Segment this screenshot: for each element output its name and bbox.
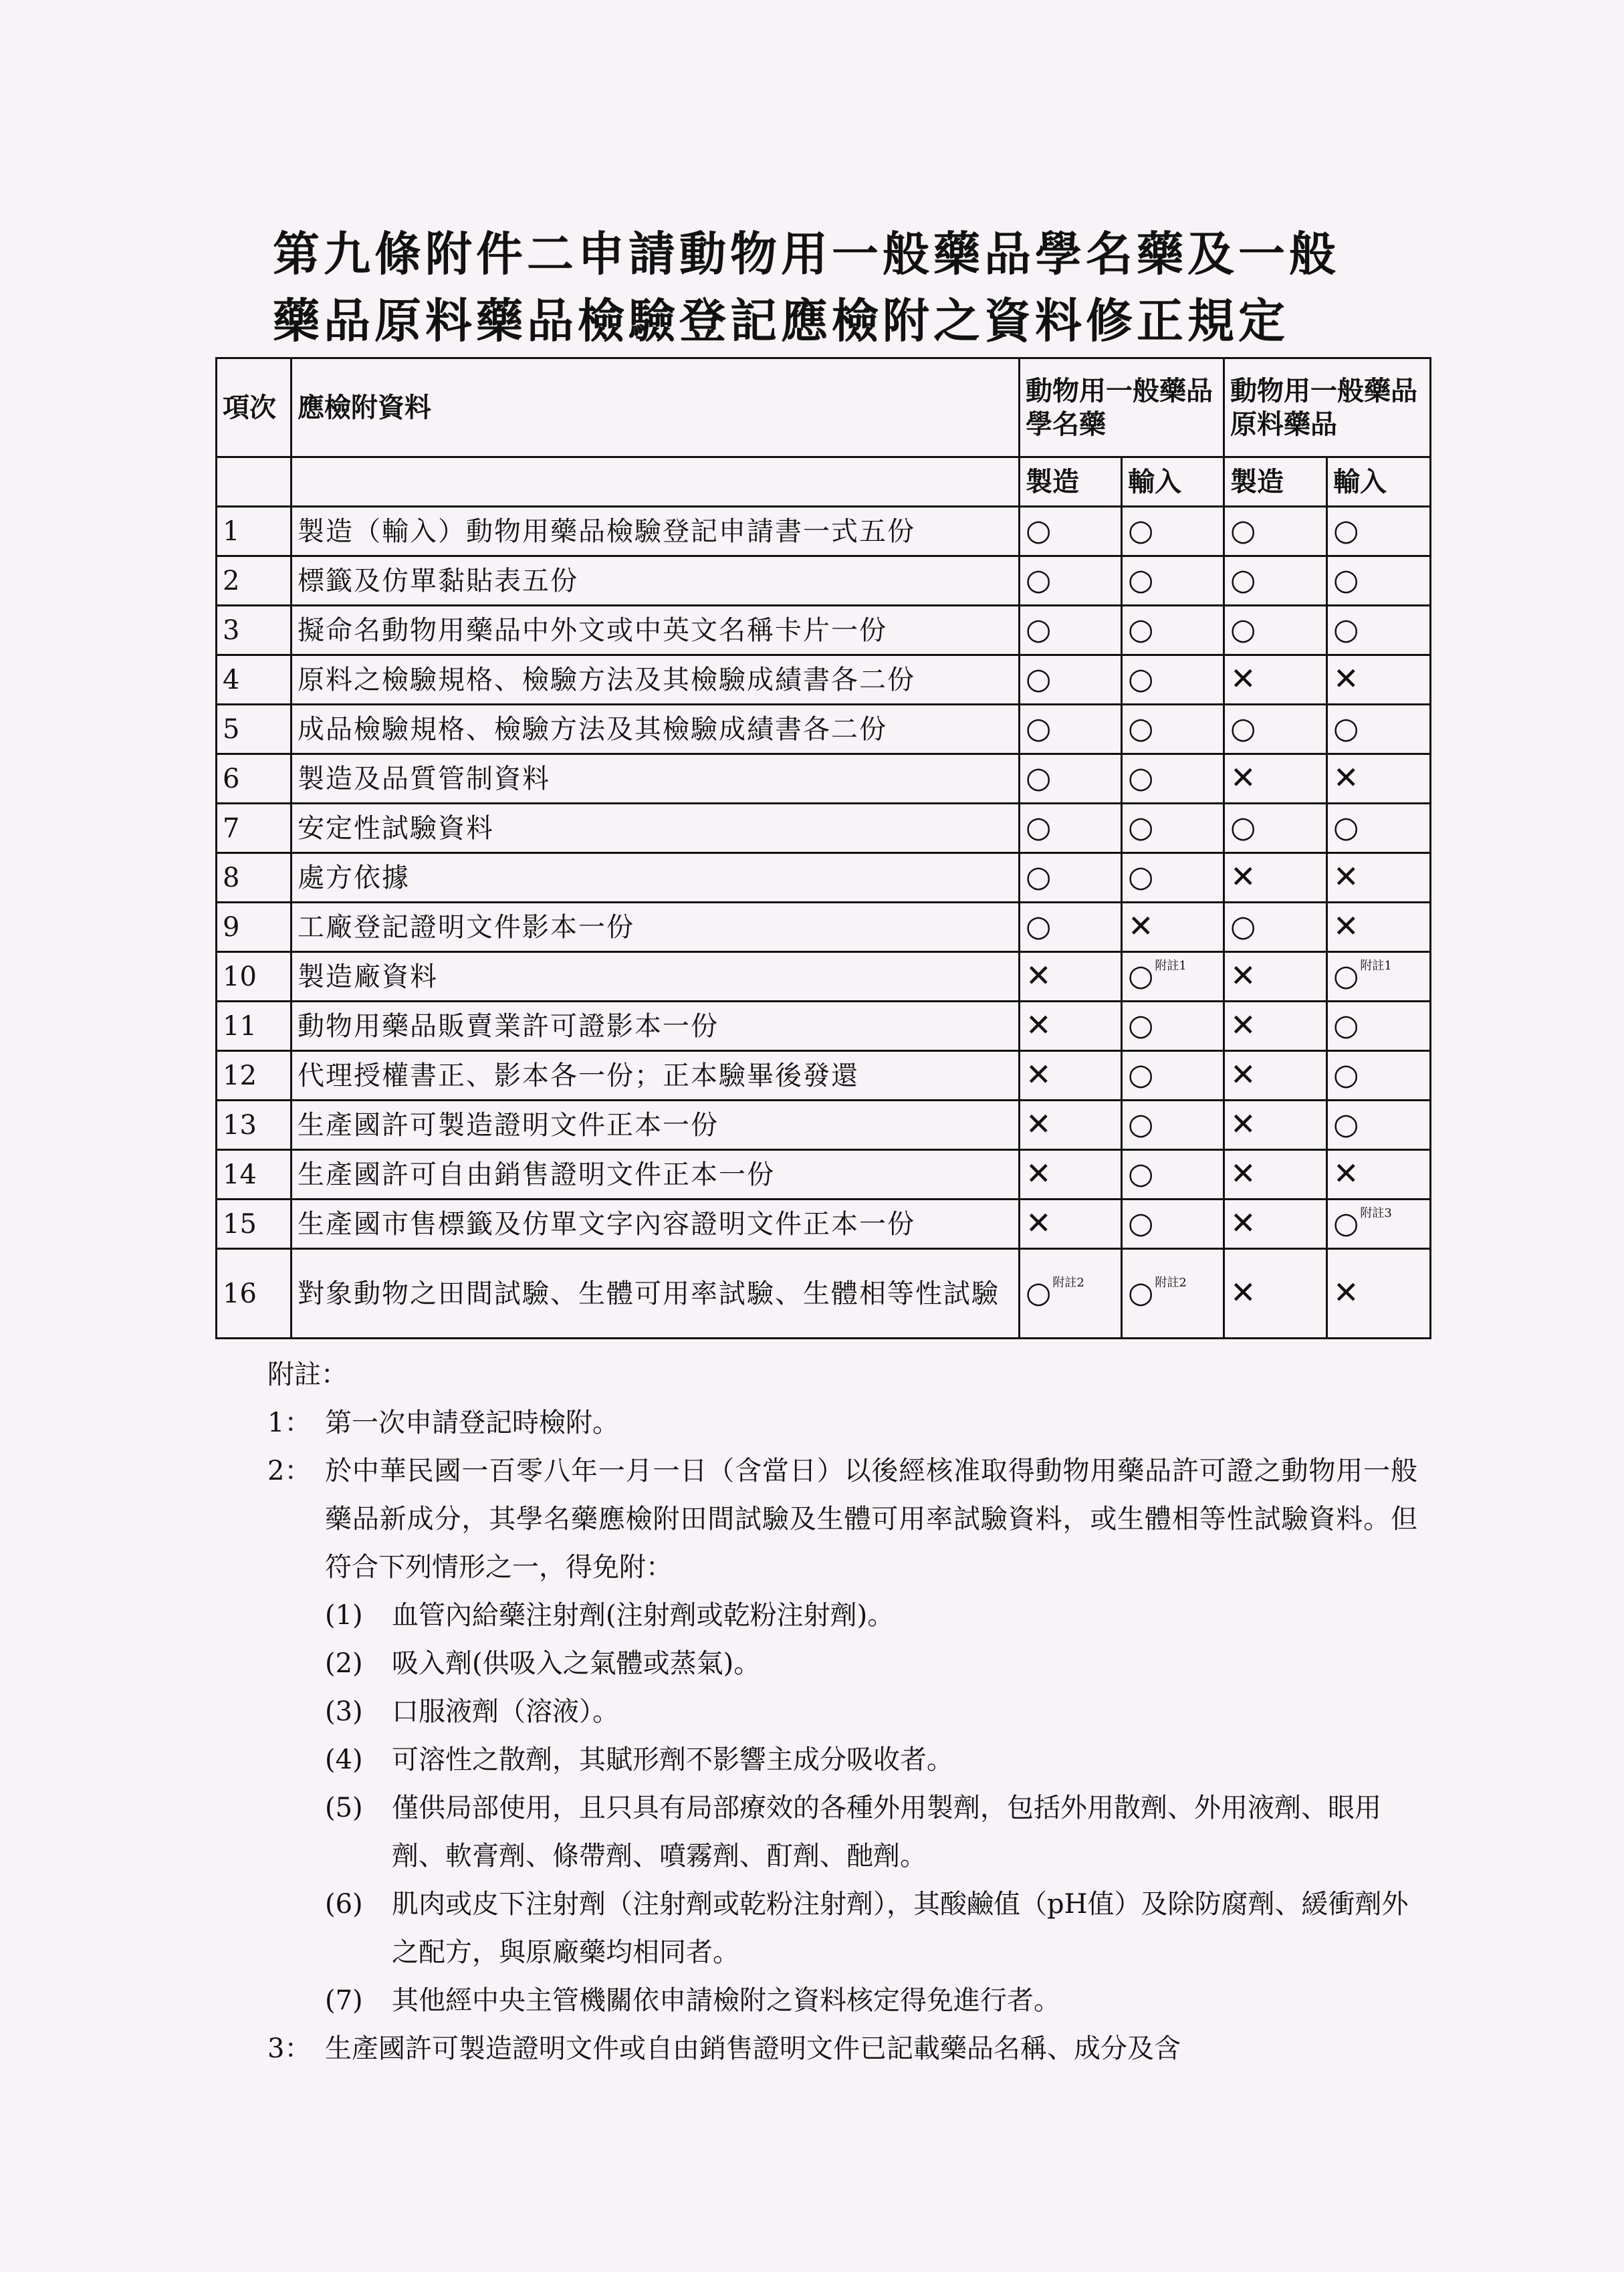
cross-mark-icon: ✕ bbox=[1230, 957, 1256, 994]
circle-mark-icon: ○ bbox=[1333, 1008, 1359, 1042]
mark-cell-m2 bbox=[1224, 903, 1327, 952]
circle-mark-icon: ○ bbox=[1128, 1276, 1154, 1310]
mark-cell-m2 bbox=[1224, 952, 1327, 1002]
circle-mark-icon: ○ bbox=[1128, 860, 1154, 894]
table-row bbox=[217, 655, 1431, 705]
note-2-sublist bbox=[267, 1591, 1417, 2025]
circle-mark-icon: ○ bbox=[1026, 662, 1052, 696]
mark-cell-i1 bbox=[1122, 1200, 1224, 1249]
mark-cell-m1 bbox=[1020, 1200, 1122, 1249]
cross-mark-icon: ✕ bbox=[1026, 957, 1052, 994]
mark-cell-m2 bbox=[1224, 804, 1327, 853]
notes-heading: 附註： bbox=[267, 1359, 348, 1390]
mark-cell-i2 bbox=[1327, 952, 1431, 1002]
subheader-manufacture-2: 製造 bbox=[1224, 457, 1327, 507]
footnote-ref: 附註1 bbox=[1155, 959, 1187, 973]
mark-cell-m2 bbox=[1224, 606, 1327, 655]
mark-cell-m2 bbox=[1224, 1051, 1327, 1101]
row-document: 標籤及仿單黏貼表五份 bbox=[292, 556, 1020, 606]
circle-mark-icon: ○ bbox=[1333, 514, 1359, 548]
subheader-manufacture-1: 製造 bbox=[1020, 457, 1122, 507]
cross-mark-icon: ✕ bbox=[1128, 908, 1154, 944]
circle-mark-icon: ○ bbox=[1333, 810, 1359, 844]
mark-cell-i1 bbox=[1122, 655, 1224, 705]
mark-cell-m1 bbox=[1020, 853, 1122, 903]
row-document: 成品檢驗規格、檢驗方法及其檢驗成績書各二份 bbox=[292, 705, 1020, 754]
subitem-number: (1) bbox=[325, 1600, 363, 1631]
subheader-empty-2 bbox=[292, 457, 1020, 507]
row-document: 安定性試驗資料 bbox=[292, 804, 1020, 853]
mark-cell-m2 bbox=[1224, 705, 1327, 754]
mark-cell-m1 bbox=[1020, 1101, 1122, 1150]
table-row bbox=[217, 1200, 1431, 1249]
subitem-number: (4) bbox=[325, 1744, 363, 1775]
subheader-row bbox=[217, 457, 1431, 507]
note-3 bbox=[267, 2025, 1417, 2073]
mark-cell-m1 bbox=[1020, 952, 1122, 1002]
cross-mark-icon: ✕ bbox=[1230, 760, 1256, 796]
mark-cell-m1 bbox=[1020, 903, 1122, 952]
row-document: 對象動物之田間試驗、生體可用率試驗、生體相等性試驗 bbox=[292, 1249, 1020, 1339]
note-2-subitem bbox=[267, 1784, 1417, 1880]
cross-mark-icon: ✕ bbox=[1333, 908, 1359, 944]
mark-cell-m2 bbox=[1224, 754, 1327, 804]
row-document: 生產國許可自由銷售證明文件正本一份 bbox=[292, 1150, 1020, 1200]
note-2-number: 2： bbox=[267, 1456, 312, 1486]
row-number: 12 bbox=[217, 1051, 292, 1101]
circle-mark-icon: ○ bbox=[1333, 563, 1359, 597]
note-2 bbox=[267, 1447, 1417, 1591]
row-document: 擬命名動物用藥品中外文或中英文名稱卡片一份 bbox=[292, 606, 1020, 655]
cross-mark-icon: ✕ bbox=[1230, 859, 1256, 895]
mark-cell-i2 bbox=[1327, 1101, 1431, 1150]
table-row bbox=[217, 853, 1431, 903]
mark-cell-m2 bbox=[1224, 507, 1327, 556]
cross-mark-icon: ✕ bbox=[1230, 1106, 1256, 1142]
circle-mark-icon: ○ bbox=[1026, 860, 1052, 894]
row-document: 動物用藥品販賣業許可證影本一份 bbox=[292, 1002, 1020, 1051]
note-2-text: 於中華民國一百零八年一月一日（含當日）以後經核准取得動物用藥品許可證之動物用一般藥品新成分，其學名藥應檢附田間試驗及生體可用率試驗資料，或生體相等性試驗資料。但符合下列情形之一，得免附： bbox=[325, 1456, 1417, 1583]
circle-mark-icon: ○ bbox=[1230, 563, 1256, 597]
cross-mark-icon: ✕ bbox=[1333, 1274, 1359, 1311]
circle-mark-icon: ○ bbox=[1128, 1107, 1154, 1141]
table-row bbox=[217, 606, 1431, 655]
header-item-no: 項次 bbox=[217, 358, 292, 457]
row-document: 處方依據 bbox=[292, 853, 1020, 903]
footnote-ref: 附註2 bbox=[1052, 1276, 1084, 1290]
circle-mark-icon: ○ bbox=[1026, 1276, 1052, 1310]
table-row bbox=[217, 556, 1431, 606]
circle-mark-icon: ○ bbox=[1128, 1157, 1154, 1191]
circle-mark-icon: ○ bbox=[1128, 612, 1154, 647]
subitem-number: (7) bbox=[325, 1985, 363, 2016]
row-document: 製造（輸入）動物用藥品檢驗登記申請書一式五份 bbox=[292, 507, 1020, 556]
row-number: 14 bbox=[217, 1150, 292, 1200]
mark-cell-i1 bbox=[1122, 606, 1224, 655]
row-document: 製造及品質管制資料 bbox=[292, 754, 1020, 804]
mark-cell-m1 bbox=[1020, 1150, 1122, 1200]
subitem-number: (3) bbox=[325, 1696, 363, 1727]
mark-cell-m1 bbox=[1020, 1002, 1122, 1051]
mark-cell-m1 bbox=[1020, 606, 1122, 655]
subitem-number: (2) bbox=[325, 1648, 363, 1679]
circle-mark-icon: ○ bbox=[1026, 563, 1052, 597]
mark-cell-i2 bbox=[1327, 705, 1431, 754]
subitem-text: 其他經中央主管機關依申請檢附之資料核定得免進行者。 bbox=[392, 1985, 1060, 2016]
row-number: 4 bbox=[217, 655, 292, 705]
cross-mark-icon: ✕ bbox=[1333, 760, 1359, 796]
circle-mark-icon: ○ bbox=[1333, 959, 1359, 993]
cross-mark-icon: ✕ bbox=[1333, 859, 1359, 895]
row-number: 13 bbox=[217, 1101, 292, 1150]
table-row bbox=[217, 1249, 1431, 1339]
subitem-text: 可溶性之散劑，其賦形劑不影響主成分吸收者。 bbox=[392, 1744, 953, 1775]
table-row bbox=[217, 705, 1431, 754]
table-row bbox=[217, 1051, 1431, 1101]
circle-mark-icon: ○ bbox=[1230, 612, 1256, 647]
cross-mark-icon: ✕ bbox=[1333, 1155, 1359, 1191]
mark-cell-m1 bbox=[1020, 754, 1122, 804]
circle-mark-icon: ○ bbox=[1128, 1008, 1154, 1042]
row-document: 製造廠資料 bbox=[292, 952, 1020, 1002]
row-document: 生產國市售標籤及仿單文字內容證明文件正本一份 bbox=[292, 1200, 1020, 1249]
note-3-text: 生產國許可製造證明文件或自由銷售證明文件已記載藥品名稱、成分及含 bbox=[325, 2033, 1181, 2064]
row-number: 3 bbox=[217, 606, 292, 655]
cross-mark-icon: ✕ bbox=[1026, 1155, 1052, 1191]
note-2-subitem bbox=[267, 1591, 1417, 1639]
circle-mark-icon: ○ bbox=[1128, 662, 1154, 696]
subitem-text: 吸入劑(供吸入之氣體或蒸氣)。 bbox=[392, 1648, 761, 1679]
subheader-import-2: 輸入 bbox=[1327, 457, 1431, 507]
row-number: 2 bbox=[217, 556, 292, 606]
header-group-api: 動物用一般藥品原料藥品 bbox=[1224, 358, 1431, 457]
title-line-1: 第九條附件二申請動物用一般藥品學名藥及一般 bbox=[273, 226, 1340, 281]
mark-cell-i2 bbox=[1327, 903, 1431, 952]
mark-cell-m2 bbox=[1224, 1101, 1327, 1150]
table-row bbox=[217, 1101, 1431, 1150]
mark-cell-m2 bbox=[1224, 655, 1327, 705]
mark-cell-m2 bbox=[1224, 1150, 1327, 1200]
mark-cell-i2 bbox=[1327, 804, 1431, 853]
requirements-table bbox=[215, 357, 1431, 1339]
mark-cell-m1 bbox=[1020, 1249, 1122, 1339]
cross-mark-icon: ✕ bbox=[1333, 661, 1359, 697]
mark-cell-i1 bbox=[1122, 1002, 1224, 1051]
table-body bbox=[217, 507, 1431, 1339]
note-2-subitem bbox=[267, 1880, 1417, 1976]
mark-cell-i1 bbox=[1122, 804, 1224, 853]
mark-cell-i2 bbox=[1327, 1249, 1431, 1339]
note-2-subitem bbox=[267, 1976, 1417, 2025]
cross-mark-icon: ✕ bbox=[1026, 1205, 1052, 1241]
mark-cell-i2 bbox=[1327, 1150, 1431, 1200]
circle-mark-icon: ○ bbox=[1128, 711, 1154, 746]
row-document: 代理授權書正、影本各一份；正本驗畢後發還 bbox=[292, 1051, 1020, 1101]
cross-mark-icon: ✕ bbox=[1230, 1056, 1256, 1093]
mark-cell-i1 bbox=[1122, 1051, 1224, 1101]
table-row bbox=[217, 903, 1431, 952]
table-row bbox=[217, 952, 1431, 1002]
circle-mark-icon: ○ bbox=[1333, 1058, 1359, 1092]
row-number: 7 bbox=[217, 804, 292, 853]
cross-mark-icon: ✕ bbox=[1026, 1056, 1052, 1093]
circle-mark-icon: ○ bbox=[1026, 761, 1052, 795]
mark-cell-i2 bbox=[1327, 1051, 1431, 1101]
circle-mark-icon: ○ bbox=[1333, 1206, 1359, 1240]
mark-cell-i2 bbox=[1327, 606, 1431, 655]
row-number: 6 bbox=[217, 754, 292, 804]
mark-cell-i1 bbox=[1122, 556, 1224, 606]
row-number: 5 bbox=[217, 705, 292, 754]
circle-mark-icon: ○ bbox=[1333, 1107, 1359, 1141]
header-row bbox=[217, 358, 1431, 457]
circle-mark-icon: ○ bbox=[1026, 810, 1052, 844]
mark-cell-i1 bbox=[1122, 952, 1224, 1002]
mark-cell-i1 bbox=[1122, 705, 1224, 754]
row-document: 原料之檢驗規格、檢驗方法及其檢驗成績書各二份 bbox=[292, 655, 1020, 705]
circle-mark-icon: ○ bbox=[1230, 514, 1256, 548]
circle-mark-icon: ○ bbox=[1026, 514, 1052, 548]
circle-mark-icon: ○ bbox=[1128, 1058, 1154, 1092]
subitem-text: 血管內給藥注射劑(注射劑或乾粉注射劑)。 bbox=[392, 1600, 895, 1631]
mark-cell-m2 bbox=[1224, 1249, 1327, 1339]
subheader-import-1: 輸入 bbox=[1122, 457, 1224, 507]
row-number: 9 bbox=[217, 903, 292, 952]
footnote-ref: 附註3 bbox=[1360, 1206, 1392, 1220]
note-1-number: 1： bbox=[267, 1407, 312, 1438]
circle-mark-icon: ○ bbox=[1230, 810, 1256, 844]
note-3-number: 3： bbox=[267, 2033, 312, 2064]
mark-cell-m1 bbox=[1020, 556, 1122, 606]
circle-mark-icon: ○ bbox=[1026, 612, 1052, 647]
cross-mark-icon: ✕ bbox=[1026, 1106, 1052, 1142]
subitem-text: 僅供局部使用，且只具有局部療效的各種外用製劑，包括外用散劑、外用液劑、眼用劑、軟膏劑、條帶劑、噴霧劑、酊劑、酏劑。 bbox=[392, 1793, 1381, 1871]
row-number: 1 bbox=[217, 507, 292, 556]
mark-cell-i2 bbox=[1327, 556, 1431, 606]
circle-mark-icon: ○ bbox=[1333, 711, 1359, 746]
circle-mark-icon: ○ bbox=[1026, 909, 1052, 943]
circle-mark-icon: ○ bbox=[1128, 514, 1154, 548]
row-number: 11 bbox=[217, 1002, 292, 1051]
cross-mark-icon: ✕ bbox=[1026, 1007, 1052, 1043]
cross-mark-icon: ✕ bbox=[1230, 661, 1256, 697]
cross-mark-icon: ✕ bbox=[1230, 1007, 1256, 1043]
document-title bbox=[273, 221, 1409, 354]
table-row bbox=[217, 804, 1431, 853]
mark-cell-i2 bbox=[1327, 1200, 1431, 1249]
circle-mark-icon: ○ bbox=[1230, 909, 1256, 943]
cross-mark-icon: ✕ bbox=[1230, 1274, 1256, 1311]
row-number: 16 bbox=[217, 1249, 292, 1339]
note-2-subitem bbox=[267, 1639, 1417, 1688]
mark-cell-i1 bbox=[1122, 903, 1224, 952]
note-2-subitem bbox=[267, 1688, 1417, 1736]
subheader-empty-1 bbox=[217, 457, 292, 507]
note-2-subitem bbox=[267, 1736, 1417, 1784]
row-number: 15 bbox=[217, 1200, 292, 1249]
table-row bbox=[217, 1150, 1431, 1200]
circle-mark-icon: ○ bbox=[1128, 1206, 1154, 1240]
footnote-ref: 附註2 bbox=[1155, 1276, 1187, 1290]
header-group-generic: 動物用一般藥品學名藥 bbox=[1020, 358, 1224, 457]
circle-mark-icon: ○ bbox=[1128, 563, 1154, 597]
subitem-number: (6) bbox=[325, 1889, 363, 1920]
mark-cell-i2 bbox=[1327, 655, 1431, 705]
mark-cell-m2 bbox=[1224, 853, 1327, 903]
mark-cell-m1 bbox=[1020, 705, 1122, 754]
cross-mark-icon: ✕ bbox=[1230, 1155, 1256, 1191]
circle-mark-icon: ○ bbox=[1128, 959, 1154, 993]
row-document: 生產國許可製造證明文件正本一份 bbox=[292, 1101, 1020, 1150]
cross-mark-icon: ✕ bbox=[1230, 1205, 1256, 1241]
mark-cell-m2 bbox=[1224, 556, 1327, 606]
mark-cell-m1 bbox=[1020, 655, 1122, 705]
mark-cell-i2 bbox=[1327, 1002, 1431, 1051]
row-document: 工廠登記證明文件影本一份 bbox=[292, 903, 1020, 952]
mark-cell-i1 bbox=[1122, 1249, 1224, 1339]
footnote-ref: 附註1 bbox=[1360, 959, 1392, 973]
table-row bbox=[217, 754, 1431, 804]
mark-cell-i1 bbox=[1122, 754, 1224, 804]
note-1 bbox=[267, 1399, 1417, 1447]
mark-cell-m1 bbox=[1020, 1051, 1122, 1101]
table-row bbox=[217, 1002, 1431, 1051]
mark-cell-i2 bbox=[1327, 853, 1431, 903]
circle-mark-icon: ○ bbox=[1128, 810, 1154, 844]
subitem-text: 肌肉或皮下注射劑（注射劑或乾粉注射劑），其酸鹼值（pH值）及除防腐劑、緩衝劑外之配方，與原廠藥均相同者。 bbox=[392, 1889, 1409, 1968]
mark-cell-i1 bbox=[1122, 1150, 1224, 1200]
mark-cell-i1 bbox=[1122, 853, 1224, 903]
mark-cell-m2 bbox=[1224, 1200, 1327, 1249]
subitem-number: (5) bbox=[325, 1793, 363, 1823]
mark-cell-m1 bbox=[1020, 804, 1122, 853]
table-row bbox=[217, 507, 1431, 556]
circle-mark-icon: ○ bbox=[1230, 711, 1256, 746]
mark-cell-i1 bbox=[1122, 507, 1224, 556]
circle-mark-icon: ○ bbox=[1128, 761, 1154, 795]
row-number: 10 bbox=[217, 952, 292, 1002]
mark-cell-m2 bbox=[1224, 1002, 1327, 1051]
notes-section bbox=[267, 1351, 1417, 2073]
circle-mark-icon: ○ bbox=[1333, 612, 1359, 647]
row-number: 8 bbox=[217, 853, 292, 903]
header-documents: 應檢附資料 bbox=[292, 358, 1020, 457]
mark-cell-i2 bbox=[1327, 754, 1431, 804]
mark-cell-i2 bbox=[1327, 507, 1431, 556]
note-1-text: 第一次申請登記時檢附。 bbox=[325, 1407, 619, 1438]
title-line-2: 藥品原料藥品檢驗登記應檢附之資料修正規定 bbox=[273, 293, 1289, 348]
mark-cell-i1 bbox=[1122, 1101, 1224, 1150]
subitem-text: 口服液劑（溶液）。 bbox=[392, 1696, 619, 1727]
mark-cell-m1 bbox=[1020, 507, 1122, 556]
circle-mark-icon: ○ bbox=[1026, 711, 1052, 746]
